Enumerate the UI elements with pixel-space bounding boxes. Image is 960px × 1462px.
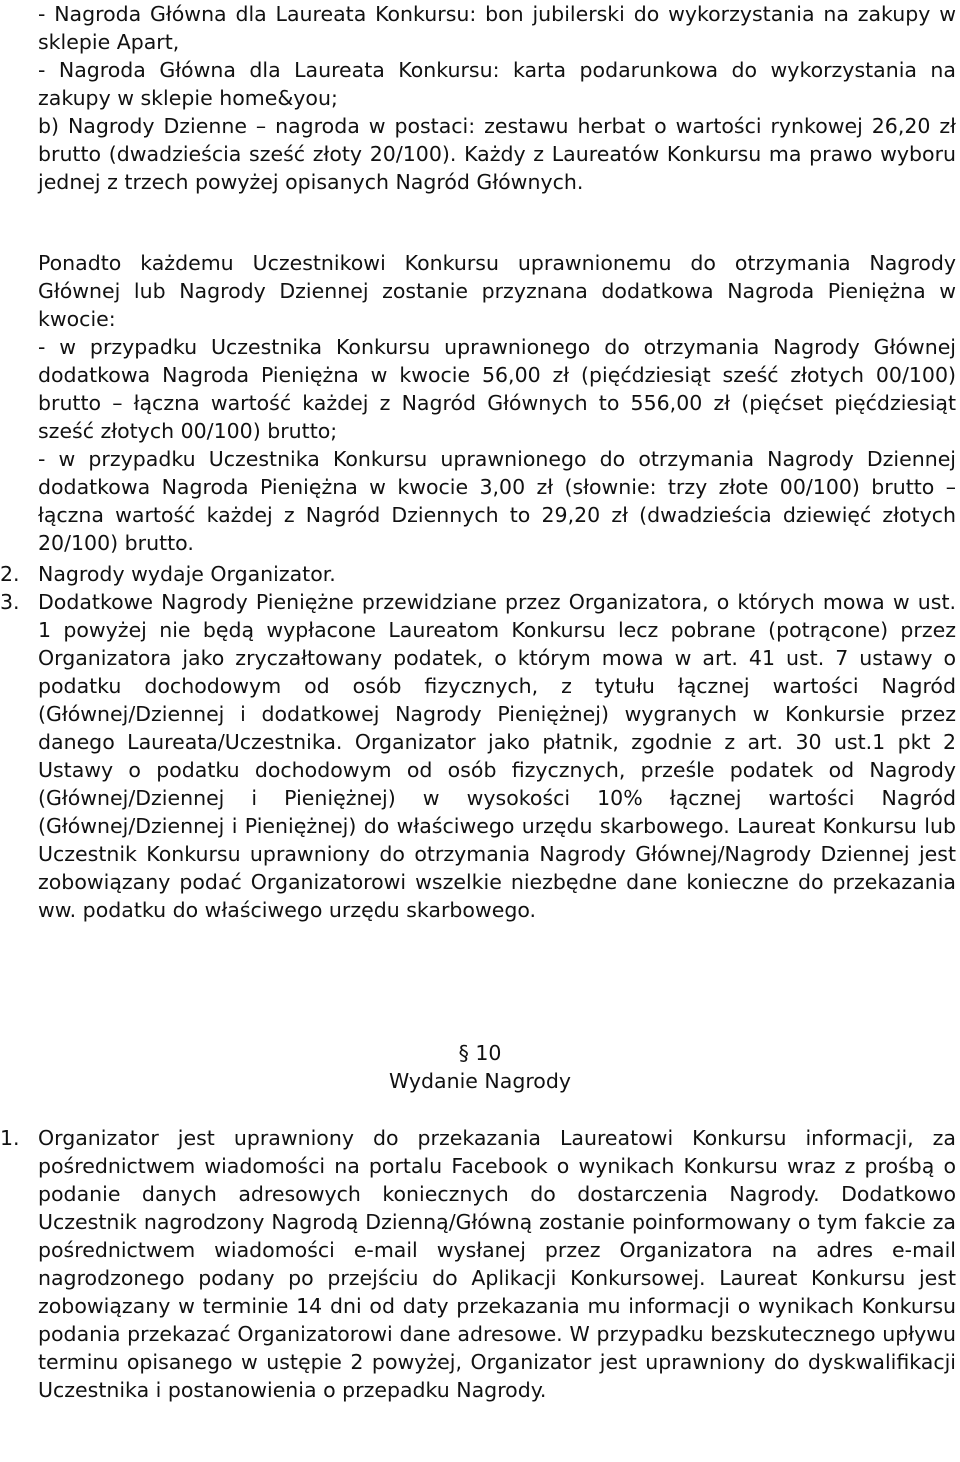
item-number: 2. <box>0 562 20 586</box>
item-number: 3. <box>0 590 20 614</box>
additional-prize-daily: - w przypadku Uczestnika Konkursu uprawnionego do otrzymania Nagrody Dziennej dodatkowa Nagroda Pieniężna w kwocie 3,00 zł (słownie: trzy złote 00/100) brutto – łączna wartość każdej z Nagród Dziennych to 29,20 zł (dwadzieścia dziewięć złotych 20/100) brutto. <box>38 447 956 555</box>
prize-homeyou-line: - Nagroda Główna dla Laureata Konkursu: karta podarunkowa do wykorzystania na zakupy w sklepie home&you; <box>38 58 956 110</box>
additional-prize-paragraph <box>38 249 956 557</box>
item-text: Nagrody wydaje Organizator. <box>38 562 336 586</box>
prize-apart-line: - Nagroda Główna dla Laureata Konkursu: bon jubilerski do wykorzystania na zakupy w sklepie Apart, <box>38 2 956 54</box>
additional-prize-intro: Ponadto każdemu Uczestnikowi Konkursu uprawnionemu do otrzymania Nagrody Głównej lub Nagrody Dziennej zostanie przyznana dodatkowa Nagroda Pieniężna w kwocie: <box>38 251 956 331</box>
item-number: 1. <box>0 1126 20 1150</box>
daily-prizes-line: b) Nagrody Dzienne – nagroda w postaci: zestawu herbat o wartości rynkowej 26,20 zł brutto (dwadzieścia sześć złoty 20/100). Każdy z Laureatów Konkursu ma prawo wyboru jednej z trzech powyżej opisanych Nagród Głównych. <box>38 114 956 194</box>
section-number: § 10 <box>458 1041 502 1065</box>
item-text: Organizator jest uprawniony do przekazania Laureatowi Konkursu informacji, za pośrednictwem wiadomości na portalu Facebook o wynikach Konkursu wraz z prośbą o podanie danych adresowych koniecznych do dostarczenia Nagrody. Dodatkowo Uczestnik nagrodzony Nagrodą Dzienną/Główną zostanie poinformowany o tym fakcie za pośrednictwem wiadomości e-mail wysłanej przez Organizatora na adres e-mail nagrodzonego podany po przejściu do Aplikacji Konkursowej. Laureat Konkursu jest zobowiązany w terminie 14 dni od daty przekazania mu informacji o wynikach Konkursu podania przekazać Organizatorowi dane adresowe. W przypadku bezskutecznego upływu terminu opisanego w ustępie 2 powyżej, Organizator jest uprawniony do dyskwalifikacji Uczestnika i postanowienia o przepadku Nagrody. <box>38 1126 956 1402</box>
section-title: Wydanie Nagrody <box>388 1069 571 1093</box>
item-text: Dodatkowe Nagrody Pieniężne przewidziane przez Organizatora, o których mowa w ust. 1 powyżej nie będą wypłacone Laureatom Konkursu lecz pobrane (potrącone) przez Organizatora jako zryczałtowany podatek, o którym mowa w art. 41 ust. 7 ustawy o podatku dochodowym od osób fizycznych, z tytułu łącznej wartości Nagród (Głównej/Dziennej i dodatkowej Nagrody Pieniężnej) wygranych w Konkursie przez danego Laureata/Uczestnika. Organizator jako płatnik, zgodnie z art. 30 ust.1 pkt 2 Ustawy o podatku dochodowym od osób fizycznych, prześle podatek od Nagrody (Głównej/Dziennej i Pieniężnej) w wysokości 10% łącznej wartości Nagród (Głównej/Dziennej i Pieniężnej) do właściwego urzędu skarbowego. Laureat Konkursu lub Uczestnik Konkursu uprawniony do otrzymania Nagrody Głównej/Nagrody Dziennej jest zobowiązany podać Organizatorowi wszelkie niezbędne dane konieczne do przekazania ww. podatku do właściwego urzędu skarbowego. <box>38 590 956 922</box>
additional-prize-main: - w przypadku Uczestnika Konkursu uprawnionego do otrzymania Nagrody Głównej dodatkowa Nagroda Pieniężna w kwocie 56,00 zł (pięćdziesiąt sześć złotych 00/100) brutto – łączna wartość każdej z Nagród Głównych to 556,00 zł (pięćset pięćdziesiąt sześć złotych 00/100) brutto; <box>38 335 956 443</box>
intro-paragraph <box>38 0 956 196</box>
